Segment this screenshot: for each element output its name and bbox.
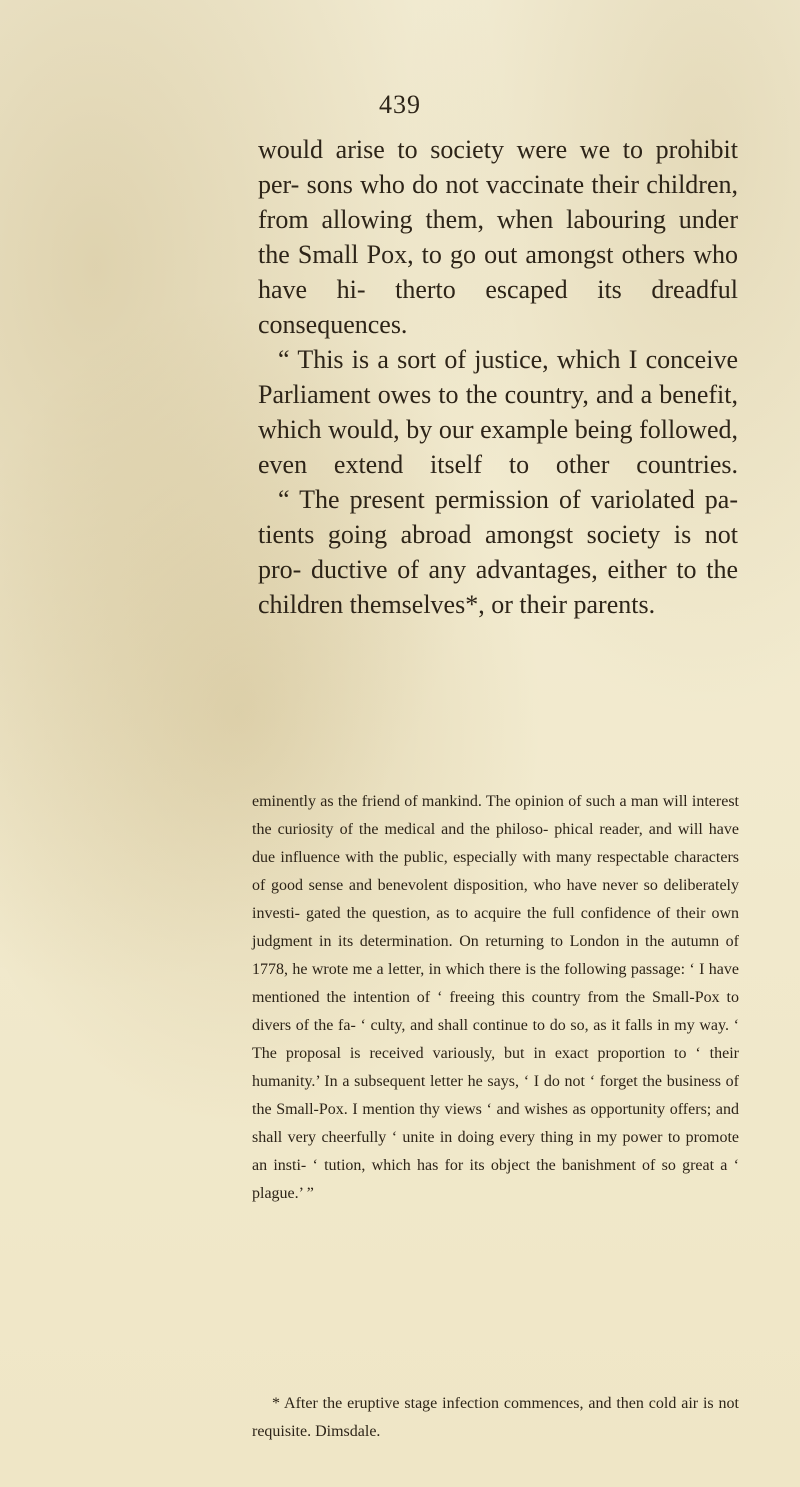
asterisk-footnote [252, 1390, 739, 1446]
footnote-paragraph: * After the eruptive stage infection commences, and then cold air is not requisite. Dimsdale. [252, 1395, 739, 1440]
page-number: 439 [379, 90, 421, 119]
main-text [258, 132, 738, 622]
footnote-paragraph: eminently as the friend of mankind. The opinion of such a man will interest the curiosity of the medical and the philoso- phical reader, and will have due influence with the public, especially with many respectable characters of good sense and benevolent disposition, who have never so deliberately investi- gated the question, as to acquire the full confidence of their own judgment in its determination. On returning to London in the autumn of 1778, he wrote me a letter, in which there is the following passage: ‘ I have mentioned the intention of ‘ freeing this country from the Small-Pox to divers of the fa- ‘ culty, and shall continue to do so, as it falls in my way. ‘ The proposal is received variously, but in exact proportion to ‘ their humanity.’ In a subsequent letter he says, ‘ I do not ‘ forget the business of the Small-Pox. I mention thy views ‘ and wishes as opportunity offers; and shall very cheerfully ‘ unite in doing every thing in my power to promote an insti- ‘ tution, which has for its object the banishment of so great a ‘ plague.’ ” [252, 793, 739, 1202]
main-paragraph: would arise to society were we to prohibit per- sons who do not vaccinate their children, from allowing them, when labouring under the Small Pox, to go out amongst others who have hi- therto escaped its dreadful consequences. [258, 135, 738, 339]
main-paragraph: “ This is a sort of justice, which I conceive Parliament owes to the country, and a benefit, which would, by our example being followed, even extend itself to other countries. [258, 345, 738, 479]
main-paragraph: “ The present permission of variolated pa- tients going abroad amongst society is not pro- ductive of any advantages, either to the children themselves*, or their parents. [258, 485, 738, 619]
continued-footnote [252, 788, 739, 1208]
